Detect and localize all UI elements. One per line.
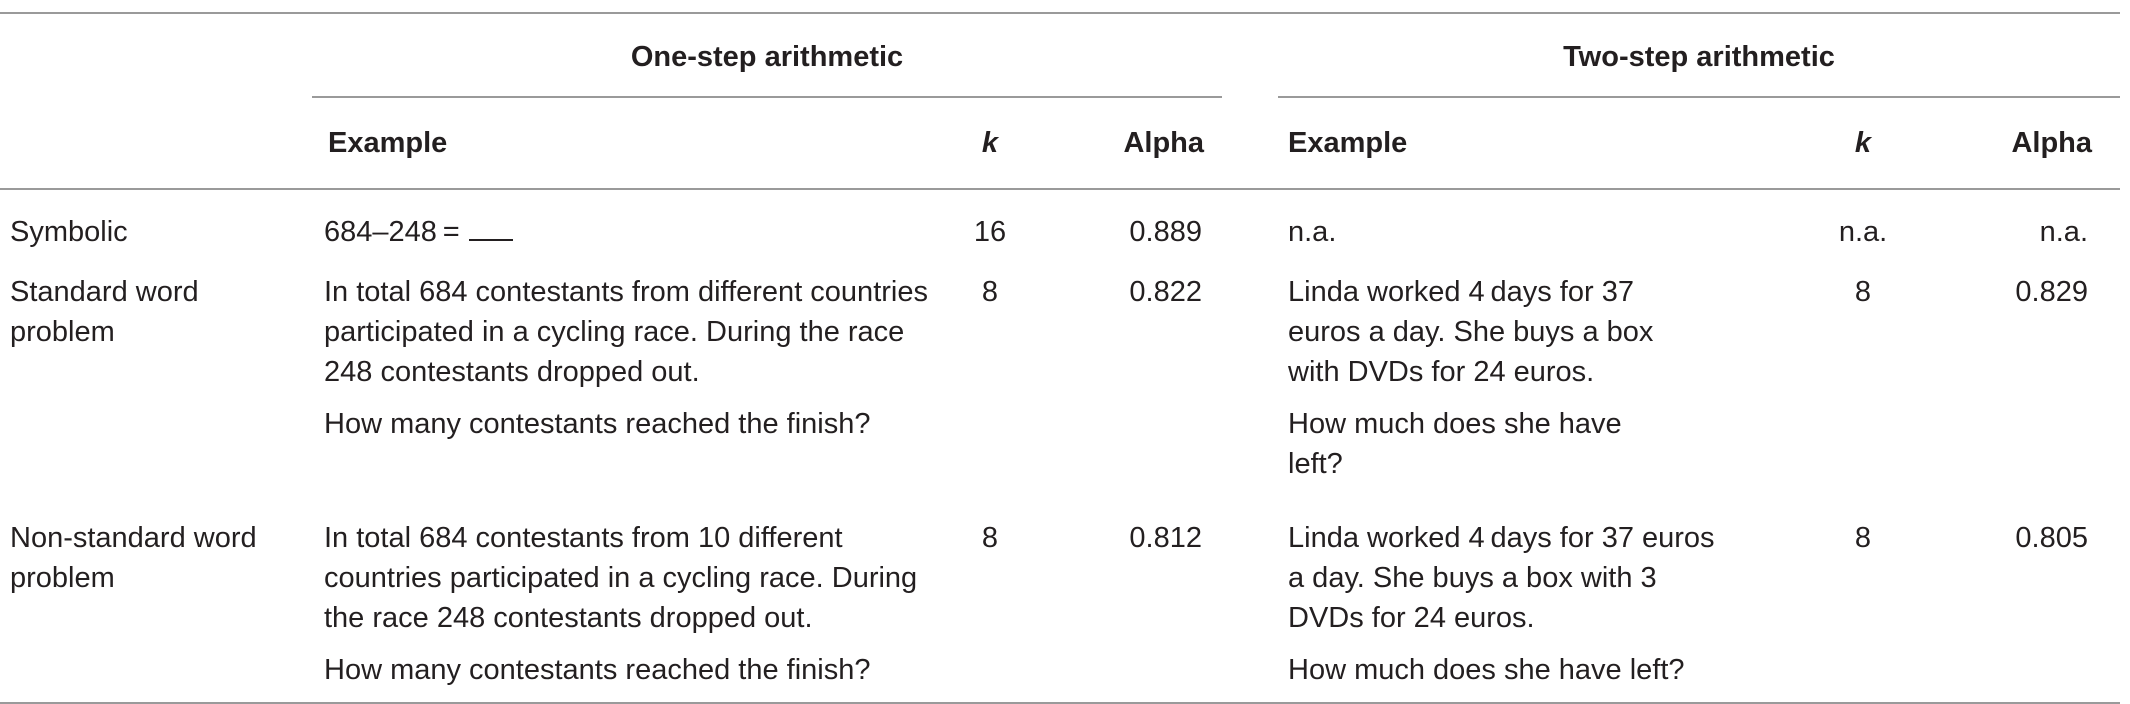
alpha-one-step: 0.822 (1129, 276, 1202, 308)
row-label: Standard word problem (10, 276, 199, 348)
group-header-row (0, 13, 2120, 97)
alpha-two-step: 0.829 (2015, 276, 2088, 308)
gap-cell (1222, 484, 1278, 703)
group-gap-cell (1222, 13, 1278, 97)
gap-cell (1222, 256, 1278, 484)
answer-blank (469, 213, 513, 241)
group-header-two-step: Two-step arithmetic (1278, 13, 2120, 97)
example-text: Linda worked 4 days for 37 euros a day. She buys a box with DVDs for 24 euros. (1288, 276, 1654, 388)
col-header-example-two-step: Example (1278, 97, 1808, 189)
alpha-two-step: 0.805 (1918, 484, 2120, 703)
empty-corner-cell (0, 13, 312, 97)
table-row-symbolic (0, 189, 2120, 256)
column-header-row (0, 97, 2120, 189)
example-two-step: n.a. (1288, 216, 1337, 248)
col-header-alpha-two-step: Alpha (1918, 97, 2120, 189)
example-text: In total 684 contestants from different countries participated in a cycling race. During the race 248 contestants dropped out. (324, 276, 928, 388)
col-header-gap (1222, 97, 1278, 189)
example-text: In total 684 contestants from 10 different countries participated in a cycling race. During the race 248 contestants dropped out. (324, 522, 918, 634)
k-two-step: 8 (1808, 484, 1918, 703)
col-header-k-one-step: k (950, 97, 1030, 189)
example-text: 684–248 = (324, 216, 466, 248)
k-one-step: 8 (950, 484, 1030, 703)
example-one-step (312, 484, 950, 703)
example-question: How many contestants reached the finish? (324, 408, 871, 440)
example-two-step (1278, 256, 1808, 484)
col-header-alpha-one-step: Alpha (1030, 97, 1222, 189)
example-text: Linda worked 4 days for 37 euros a day. She buys a box with 3 DVDs for 24 euros. (1288, 522, 1715, 634)
example-one-step (312, 256, 950, 484)
alpha-two-step: n.a. (2039, 216, 2088, 248)
col-header-k-two-step: k (1808, 97, 1918, 189)
example-two-step (1278, 484, 1808, 703)
arithmetic-items-table (0, 12, 2120, 704)
alpha-one-step: 0.812 (1030, 484, 1222, 703)
k-one-step: 8 (981, 276, 999, 308)
table-row-standard-word-problem (0, 256, 2120, 484)
group-header-one-step: One-step arithmetic (312, 13, 1222, 97)
row-label: Symbolic (10, 216, 128, 248)
empty-label-header (0, 97, 312, 189)
k-one-step: 16 (973, 216, 1007, 248)
example-one-step (312, 189, 950, 256)
gap-cell (1222, 189, 1278, 256)
k-two-step: n.a. (1838, 216, 1888, 248)
row-label: Non-standard word problem (0, 484, 312, 703)
table-row-non-standard-word-problem (0, 484, 2120, 703)
example-question: How much does she have left? (1288, 654, 1685, 686)
col-header-example-one-step: Example (312, 97, 950, 189)
example-question: How many contestants reached the finish? (324, 654, 871, 686)
alpha-one-step: 0.889 (1129, 216, 1202, 248)
example-question: How much does she have left? (1288, 408, 1622, 480)
k-two-step: 8 (1854, 276, 1872, 308)
